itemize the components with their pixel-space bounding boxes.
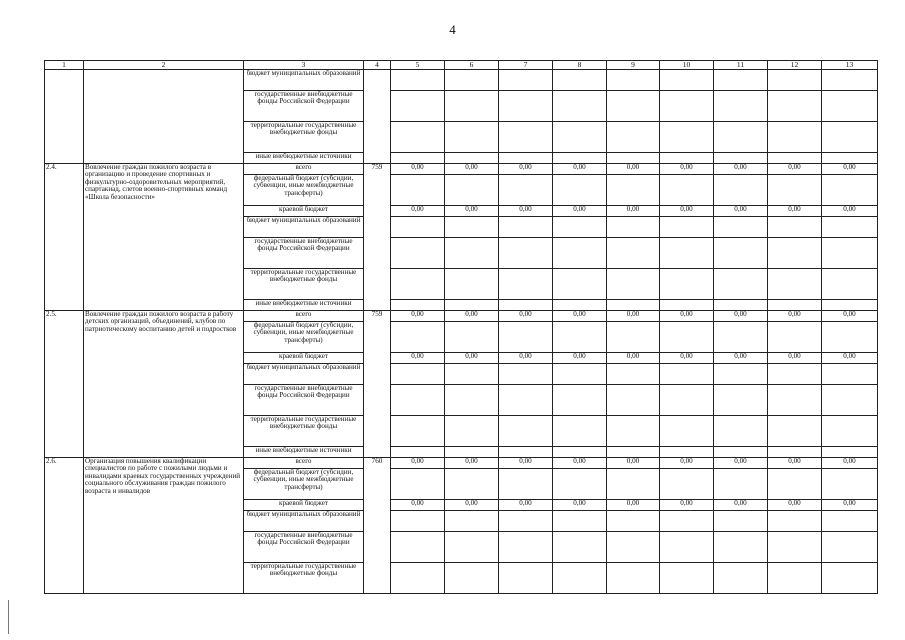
value-cell: 0,00 [499, 311, 553, 322]
table-row [45, 164, 878, 175]
value-cell: 0,00 [714, 500, 768, 511]
value-cell: 0,00 [607, 164, 660, 175]
source-cell: всего [244, 164, 364, 175]
value-cell: 0,00 [499, 458, 553, 469]
code-cell: 759 [364, 311, 391, 458]
value-cell: 0,00 [660, 500, 714, 511]
row-number [45, 70, 84, 164]
value-cell: 0,00 [553, 206, 607, 217]
value-cell: 0,00 [714, 164, 768, 175]
value-cell: 0,00 [445, 458, 499, 469]
value-cell: 0,00 [607, 311, 660, 322]
row-description: Организация повышения квалификации специалистов по работе с пожилыми людьми и инвалидами краевых государственных учреждений социального обслуживания граждан пожилого возраста и инвалидов [84, 458, 244, 594]
row-number: 2.6. [45, 458, 84, 594]
value-cell: 0,00 [445, 500, 499, 511]
value-cell: 0,00 [768, 458, 822, 469]
value-cell: 0,00 [822, 311, 878, 322]
source-cell: государственные внебюджетные фонды Российской Федерации [244, 91, 364, 122]
table-header-row [45, 61, 878, 70]
source-cell: бюджет муниципальных образований [244, 70, 364, 91]
table-row [45, 70, 878, 91]
source-cell: территориальные государственные внебюджетные фонды [244, 563, 364, 594]
value-cell: 0,00 [768, 164, 822, 175]
table-row [45, 458, 878, 469]
column-header: 10 [660, 61, 714, 70]
value-cell: 0,00 [445, 206, 499, 217]
value-cell: 0,00 [391, 311, 445, 322]
column-header: 13 [822, 61, 878, 70]
column-header: 2 [84, 61, 244, 70]
source-cell: государственные внебюджетные фонды Российской Федерации [244, 238, 364, 269]
source-cell: иные внебюджетные источники [244, 447, 364, 458]
source-cell: всего [244, 458, 364, 469]
value-cell: 0,00 [499, 353, 553, 364]
value-cell: 0,00 [822, 164, 878, 175]
value-cell: 0,00 [822, 353, 878, 364]
value-cell: 0,00 [607, 353, 660, 364]
value-cell: 0,00 [768, 353, 822, 364]
source-cell: всего [244, 311, 364, 322]
source-cell: бюджет муниципальных образований [244, 364, 364, 385]
source-cell: территориальные государственные внебюджетные фонды [244, 122, 364, 153]
value-cell: 0,00 [499, 500, 553, 511]
row-description: Вовлечение граждан пожилого возраста в организацию и проведение спортивных и физкультурно-оздоровительных мероприятий, спартакиад, слетов военно-спортивных команд «Школа безопасности» [84, 164, 244, 311]
value-cell: 0,00 [714, 311, 768, 322]
source-cell: федеральный бюджет (субсидии, субвенции, иные межбюджетные трансферты) [244, 175, 364, 206]
source-cell: краевой бюджет [244, 500, 364, 511]
code-cell [364, 70, 391, 164]
value-cell: 0,00 [714, 206, 768, 217]
value-cell: 0,00 [553, 458, 607, 469]
value-cell: 0,00 [660, 311, 714, 322]
source-cell: бюджет муниципальных образований [244, 511, 364, 532]
value-cell: 0,00 [607, 206, 660, 217]
source-cell: краевой бюджет [244, 206, 364, 217]
value-cell: 0,00 [391, 206, 445, 217]
column-header: 9 [607, 61, 660, 70]
column-header: 11 [714, 61, 768, 70]
value-cell: 0,00 [391, 353, 445, 364]
source-cell: краевой бюджет [244, 353, 364, 364]
source-cell: государственные внебюджетные фонды Российской Федерации [244, 532, 364, 563]
value-cell: 0,00 [660, 458, 714, 469]
value-cell: 0,00 [499, 164, 553, 175]
column-header: 4 [364, 61, 391, 70]
value-cell: 0,00 [714, 353, 768, 364]
source-cell: бюджет муниципальных образований [244, 217, 364, 238]
value-cell: 0,00 [391, 500, 445, 511]
row-number: 2.5. [45, 311, 84, 458]
value-cell: 0,00 [822, 458, 878, 469]
value-cell: 0,00 [391, 458, 445, 469]
column-header: 7 [499, 61, 553, 70]
value-cell: 0,00 [445, 164, 499, 175]
value-cell: 0,00 [499, 206, 553, 217]
value-cell: 0,00 [553, 353, 607, 364]
code-cell: 759 [364, 164, 391, 311]
value-cell: 0,00 [822, 500, 878, 511]
value-cell: 0,00 [445, 353, 499, 364]
source-cell: территориальные государственные внебюджетные фонды [244, 269, 364, 300]
value-cell: 0,00 [768, 206, 822, 217]
column-header: 12 [768, 61, 822, 70]
value-cell: 0,00 [607, 458, 660, 469]
source-cell: иные внебюджетные источники [244, 153, 364, 164]
row-description [84, 70, 244, 164]
source-cell: федеральный бюджет (субсидии, субвенции, иные межбюджетные трансферты) [244, 322, 364, 353]
value-cell: 0,00 [660, 353, 714, 364]
value-cell: 0,00 [607, 500, 660, 511]
budget-table [44, 60, 878, 594]
value-cell: 0,00 [660, 206, 714, 217]
value-cell: 0,00 [553, 311, 607, 322]
page-number: 4 [449, 22, 456, 37]
margin-mark [8, 600, 9, 634]
column-header: 5 [391, 61, 445, 70]
value-cell: 0,00 [768, 311, 822, 322]
column-header: 8 [553, 61, 607, 70]
value-cell: 0,00 [768, 500, 822, 511]
source-cell: федеральный бюджет (субсидии, субвенции, иные межбюджетные трансферты) [244, 469, 364, 500]
table-row [45, 311, 878, 322]
source-cell: территориальные государственные внебюджетные фонды [244, 416, 364, 447]
value-cell: 0,00 [553, 164, 607, 175]
column-header: 1 [45, 61, 84, 70]
value-cell: 0,00 [822, 206, 878, 217]
row-description: Вовлечение граждан пожилого возраста в работу детских организаций, объединений, клубов по патриотическому воспитанию детей и подростков [84, 311, 244, 458]
source-cell: государственные внебюджетные фонды Российской Федерации [244, 385, 364, 416]
source-cell: иные внебюджетные источники [244, 300, 364, 311]
row-number: 2.4. [45, 164, 84, 311]
value-cell: 0,00 [660, 164, 714, 175]
value-cell: 0,00 [445, 311, 499, 322]
column-header: 6 [445, 61, 499, 70]
value-cell: 0,00 [391, 164, 445, 175]
value-cell: 0,00 [714, 458, 768, 469]
code-cell: 760 [364, 458, 391, 594]
column-header: 3 [244, 61, 364, 70]
value-cell: 0,00 [553, 500, 607, 511]
